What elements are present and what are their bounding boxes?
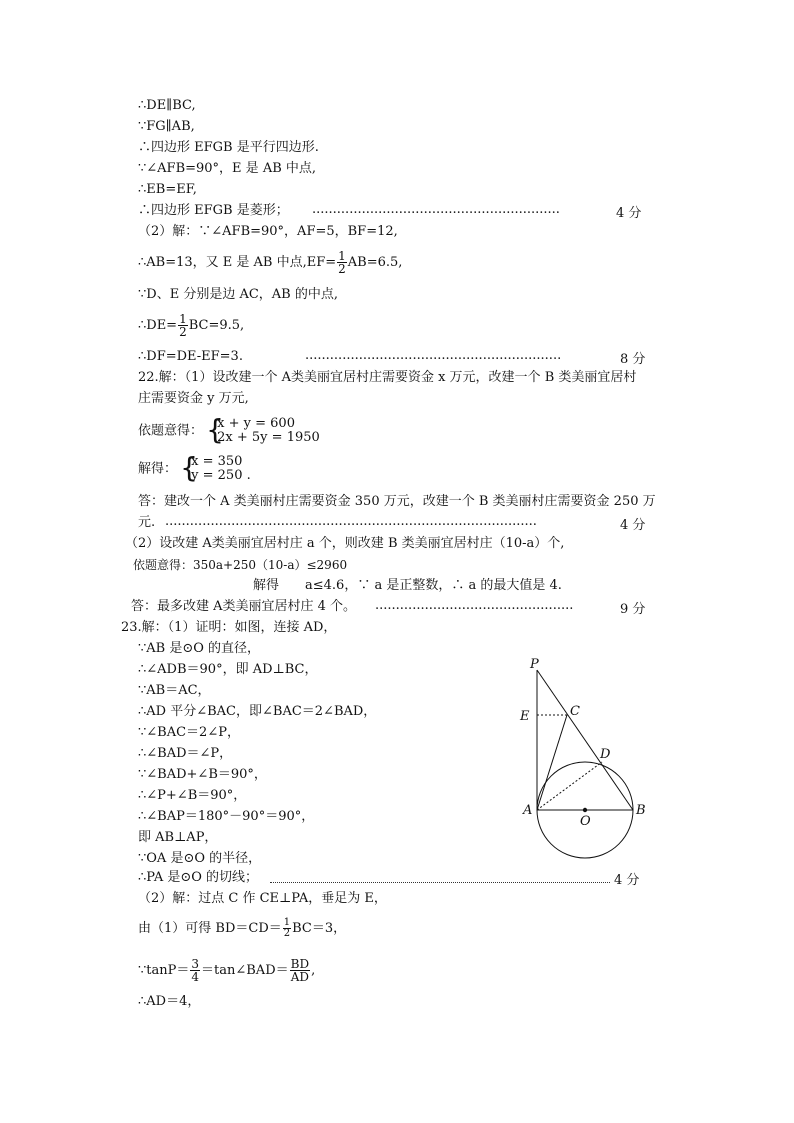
q23-line-11: 即 AB⊥AP，: [138, 830, 218, 845]
q23-line-6: ∵∠BAC＝2∠P，: [138, 725, 240, 740]
q23-line-8: ∵∠BAD+∠B＝90°，: [138, 767, 267, 782]
fraction-numerator: BD: [290, 957, 310, 971]
q21-line-2: ∵FG∥AB,: [138, 119, 195, 134]
q23-line-15: [138, 918, 346, 939]
solution-1: { x = 350: [191, 454, 243, 469]
q21-line-5: ∴EB=EF,: [138, 182, 197, 197]
q22-line-4: [138, 455, 251, 483]
q22-line-3: [138, 417, 320, 445]
q21-line-10-text-a: ∴DE=: [138, 318, 178, 333]
q23-line-10: ∴∠BAP＝180°－90°＝90°，: [138, 809, 315, 824]
q21-line-6: ∴四边形 EFGB 是菱形；: [138, 203, 289, 218]
q23-line-1: 23.解：（1）证明：如图，连接 AD，: [121, 620, 337, 635]
q21-line-3: ∴四边形 EFGB 是平行四边形.: [138, 140, 319, 155]
three-quarters-fraction: [190, 958, 200, 983]
q22-solution-label: 解得：: [138, 461, 178, 477]
half-fraction: [283, 918, 291, 939]
q23-score-1: 4 分: [614, 873, 640, 888]
label-c: C: [570, 704, 580, 719]
q22-leader-dots-2: ................................................: [375, 598, 574, 613]
solution-system: [181, 455, 251, 483]
fraction-numerator: 3: [191, 957, 200, 971]
q23-line-14: （2）解：过点 C 作 CE⊥PA，垂足为 E，: [138, 891, 387, 906]
q23-line-7: ∴∠BAD＝∠P，: [138, 746, 233, 761]
label-b: B: [636, 803, 646, 818]
fraction-denominator: 4: [191, 970, 200, 984]
label-o: O: [580, 814, 591, 829]
label-p: P: [530, 657, 539, 672]
segment-ac: [537, 715, 567, 810]
q21-line-4: ∵∠AFB=90°，E 是 AB 中点,: [138, 161, 317, 176]
q23-line-2: ∵AB 是⊙O 的直径，: [138, 641, 261, 656]
solution-2: y = 250 .: [191, 468, 251, 483]
segment-ad: [537, 762, 602, 810]
bd-over-ad-fraction: [290, 958, 310, 983]
q23-line-9: ∴∠P+∠B＝90°，: [138, 788, 247, 803]
q23-line-17: ∴AD＝4，: [138, 994, 201, 1009]
q22-score-2: 9 分: [620, 602, 646, 617]
q21-line-8-text-a: ∴AB=13，又 E 是 AB 中点,EF=: [138, 255, 337, 270]
q22-leader-dots-1: ..........................................................................................: [165, 514, 537, 529]
q21-line-10-text-b: BC=9.5,: [188, 318, 245, 333]
q23-line-3: ∴∠ADB＝90°，即 AD⊥BC，: [138, 662, 318, 677]
q21-line-11: ∴DF=DE-EF=3.: [138, 349, 243, 364]
fraction-denominator: 2: [283, 928, 291, 939]
q22-line-1: 22.解：（1）设改建一个 A类美丽宜居村庄需要资金 x 万元，改建一个 B 类美丽宜居村: [138, 370, 637, 385]
q21-line-10: [138, 313, 244, 338]
q23-line-15-text-b: BC＝3，: [292, 921, 347, 936]
q21-line-7: （2）解：∵∠AFB=90°，AF=5，BF=12,: [138, 224, 398, 239]
q21-leader-dots-1: ............................................................: [312, 202, 560, 217]
q21-line-1: ∴DE∥BC,: [138, 98, 196, 113]
q21-line-8: [138, 250, 402, 275]
q22-score-1: 4 分: [620, 518, 646, 533]
q23-line-5: ∴AD 平分∠BAC，即∠BAC＝2∠BAD，: [138, 704, 377, 719]
q22-system-label: 依题意得：: [138, 423, 204, 439]
fraction-denominator: 2: [338, 262, 346, 276]
fraction-denominator: AD: [290, 970, 309, 984]
q21-line-9: ∵D、E 分别是边 AC，AB 的中点,: [138, 287, 338, 302]
segment-pb: [537, 670, 633, 810]
label-e: E: [520, 709, 530, 724]
q22-line-9: 解得 a≤4.6，∵ a 是正整数，∴ a 的最大值是 4.: [253, 578, 562, 593]
q21-score-2: 8 分: [620, 352, 646, 367]
q23-line-13: ∴PA 是⊙O 的切线；: [138, 870, 259, 885]
label-d: D: [600, 747, 611, 762]
equation-system: [207, 417, 320, 445]
half-fraction: [337, 250, 347, 275]
q22-line-2: 庄需要资金 y 万元,: [138, 391, 249, 406]
equation-2: 2x + 5y = 1950: [217, 430, 320, 445]
fraction-numerator: 1: [179, 312, 187, 326]
equation-1: { x + y = 600: [217, 416, 295, 431]
q22-line-10: 答：最多改建 A类美丽宜居村庄 4 个。: [131, 599, 357, 614]
q23-line-16: [138, 958, 315, 983]
q23-leader-dots-1: [270, 882, 610, 883]
q22-line-8: 依题意得：350a+250（10-a）≤2960: [133, 558, 348, 572]
q23-line-16-text-c: ,: [311, 963, 316, 978]
half-fraction: [178, 313, 188, 338]
q23-line-15-text-a: 由（1）可得 BD＝CD＝: [138, 921, 282, 936]
q22-line-7: （2）设改建 A类美丽宜居村庄 a 个，则改建 B 类美丽宜居村庄（10-a）个,: [125, 536, 565, 551]
q22-line-5: 答：建改一个 A 类美丽村庄需要资金 350 万元，改建一个 B 类美丽村庄需要资金 250 万: [138, 494, 656, 509]
q23-line-12: ∵OA 是⊙O 的半径，: [138, 851, 262, 866]
center-point: [583, 808, 587, 812]
q23-line-4: ∵AB＝AC，: [138, 683, 211, 698]
fraction-denominator: 2: [179, 325, 187, 339]
fraction-numerator: 1: [338, 249, 346, 263]
q21-leader-dots-2: ..............................................................: [305, 348, 562, 363]
q23-line-16-text-a: ∵tanP＝: [138, 963, 190, 978]
q22-line-6: 元.: [138, 515, 156, 530]
q21-score-1: 4 分: [616, 206, 642, 221]
fraction-numerator: 1: [283, 917, 291, 928]
geometry-figure: [510, 650, 660, 870]
q23-line-16-text-b: ＝tan∠BAD＝: [201, 963, 289, 978]
q21-line-8-text-b: AB=6.5,: [347, 255, 403, 270]
label-a: A: [523, 803, 533, 818]
